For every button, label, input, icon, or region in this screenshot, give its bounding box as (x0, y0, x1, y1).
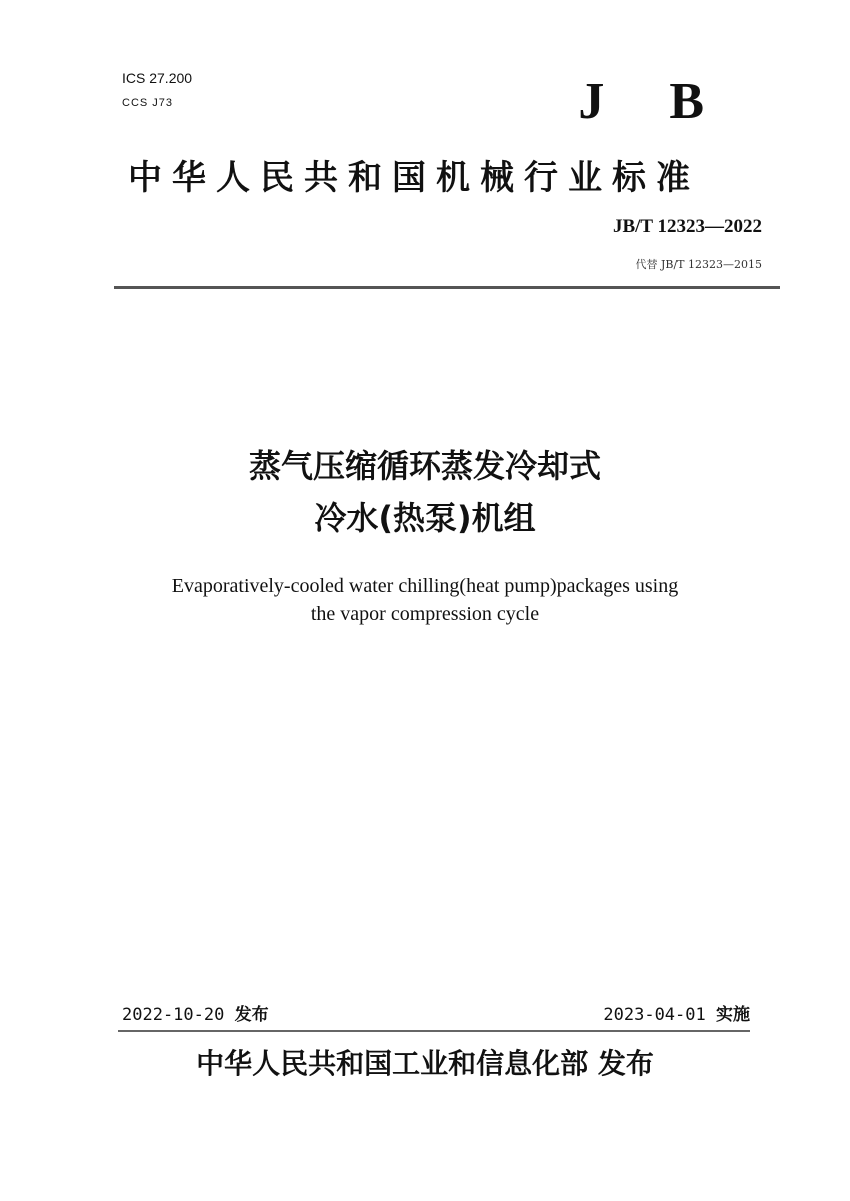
standard-number: JB/T 12323—2022 (612, 216, 762, 237)
publish-date-block (122, 1000, 269, 1025)
jb-mark: J B (578, 73, 730, 130)
effective-date-block (603, 1000, 750, 1025)
bottom-divider (118, 1030, 750, 1032)
publish-label: 发布 (234, 1005, 269, 1025)
standard-category-title: 中华人民共和国机械行业标准 (128, 158, 700, 198)
title-cn-line2: 冷水(热泵)机组 (314, 499, 536, 537)
ics-code: ICS 27.200 (122, 70, 193, 86)
issuer: 中华人民共和国工业和信息化部 发布 (196, 1047, 654, 1080)
top-divider (114, 286, 780, 289)
title-en-line1: Evaporatively-cooled water chilling(heat pump)packages using (171, 575, 679, 597)
title-en-line2: the vapor compression cycle (310, 603, 540, 625)
publish-date: 2022-10-20 (122, 1005, 225, 1025)
replaces-note: 代替 JB/T 12323—2015 (635, 258, 762, 271)
ccs-code: CCS J73 (122, 97, 174, 109)
effective-date: 2023-04-01 (603, 1005, 706, 1025)
title-cn-line1: 蒸气压缩循环蒸发冷却式 (248, 447, 601, 485)
effective-label: 实施 (716, 1005, 750, 1025)
